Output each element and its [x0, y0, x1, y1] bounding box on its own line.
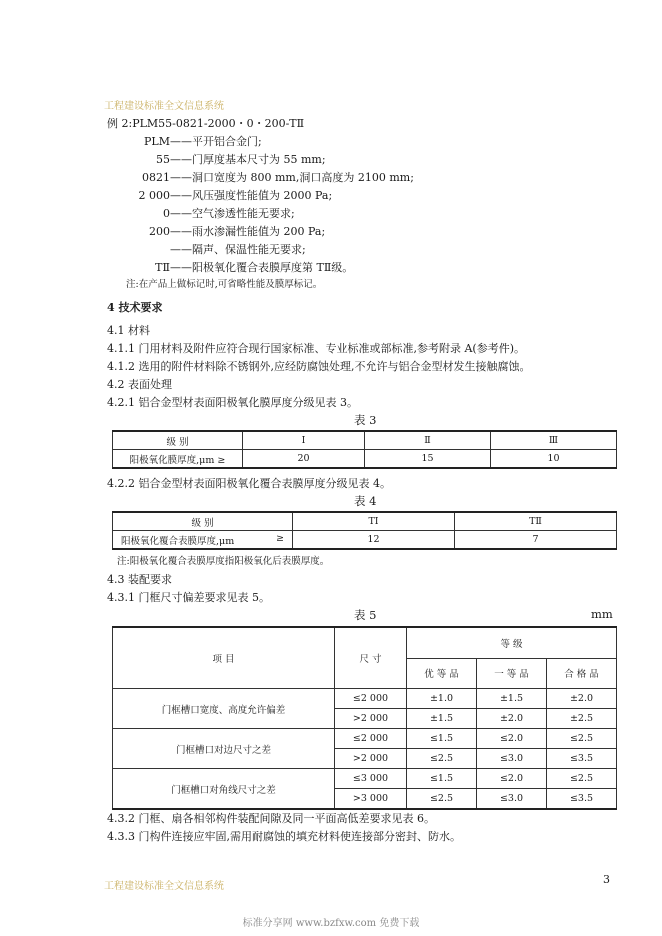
table-header-cell: 合 格 品 — [547, 658, 617, 689]
example-code: PLM — [144, 135, 170, 148]
table-cell: ≤2 000 — [335, 729, 407, 749]
clause-4-1-1: 4.1.1 门用材料及附件应符合现行国家标准、专业标准或部标准,参考附录 A(参考件)。 — [107, 342, 526, 355]
table-header-cell: TⅠ — [293, 512, 455, 531]
table-cell — [113, 531, 293, 550]
clause-4-2-1: 4.2.1 铝合金型材表面阳极氧化膜厚度分级见表 3。 — [107, 396, 358, 409]
row-symbol: ≥ — [276, 533, 284, 544]
watermark-bottom: 工程建设标准全文信息系统 — [104, 881, 224, 892]
table-header-cell: 尺 寸 — [335, 627, 407, 689]
example-code: 0 — [163, 207, 170, 220]
table-4-note: 注:阳极氧化覆合表膜厚度指阳极氧化后表膜厚度。 — [117, 556, 330, 567]
row-label: 阳极氧化覆合表膜厚度,μm — [121, 536, 235, 547]
table-cell: ±2.0 — [477, 709, 547, 729]
table-header-cell: Ⅲ — [491, 431, 617, 450]
example-code: 200 — [149, 225, 170, 238]
table-row — [113, 512, 617, 531]
example-desc: ——空气渗透性能无要求; — [170, 207, 295, 220]
table-row — [113, 450, 617, 469]
example-desc: ——门厚度基本尺寸为 55 mm; — [170, 153, 326, 166]
table-row-label: 门框槽口对角线尺寸之差 — [113, 769, 335, 810]
example-desc: ——风压强度性能值为 2000 Pa; — [170, 189, 333, 202]
table-header-cell: 等 级 — [407, 627, 617, 658]
table-row — [113, 627, 617, 658]
table-row — [113, 729, 617, 749]
table-cell: ≤3.0 — [477, 789, 547, 810]
table-cell: 15 — [365, 450, 491, 469]
table-header-cell: TⅡ — [455, 512, 617, 531]
table-5-caption: 表 5 — [354, 608, 377, 622]
table-cell: 阳极氧化膜厚度,μm ≥ — [113, 450, 243, 469]
example-code: 55 — [156, 153, 170, 166]
table-cell: ±1.5 — [477, 689, 547, 709]
clause-4-2-2: 4.2.2 铝合金型材表面阳极氧化覆合表膜厚度分级见表 4。 — [107, 477, 391, 490]
clause-4-3-3: 4.3.3 门构件连接应牢固,需用耐腐蚀的填充材料使连接部分密封、防水。 — [107, 830, 461, 843]
table-5-unit: mm — [591, 607, 613, 621]
table-cell: ≤3.5 — [547, 749, 617, 769]
table-cell: >2 000 — [335, 749, 407, 769]
table-header-cell: 级 别 — [113, 512, 293, 531]
table-header-cell: 项 目 — [113, 627, 335, 689]
page-number: 3 — [603, 873, 610, 886]
table-cell: ≤3 000 — [335, 769, 407, 789]
clause-4-3-1: 4.3.1 门框尺寸偏差要求见表 5。 — [107, 591, 270, 604]
example-note: 注:在产品上做标记时,可省略性能及膜厚标记。 — [126, 279, 323, 290]
example-title: 例 2:PLM55-0821-2000・0・200-TⅡ — [107, 117, 305, 130]
example-code: 2 000 — [138, 189, 170, 202]
table-cell: ≤2.0 — [477, 769, 547, 789]
example-desc: ——洞口宽度为 800 mm,洞口高度为 2100 mm; — [170, 171, 414, 184]
table-cell: ≤1.5 — [407, 729, 477, 749]
table-cell: ≤3.0 — [477, 749, 547, 769]
table-cell: >2 000 — [335, 709, 407, 729]
table-row-label: 门框槽口对边尺寸之差 — [113, 729, 335, 769]
table-5 — [112, 626, 617, 810]
table-row — [113, 689, 617, 709]
table-cell: ≤2.5 — [547, 729, 617, 749]
table-cell: ≤2.5 — [407, 749, 477, 769]
table-4 — [112, 511, 617, 550]
table-cell: ±1.0 — [407, 689, 477, 709]
table-cell: ≤3.5 — [547, 789, 617, 810]
table-cell: 12 — [293, 531, 455, 550]
table-row-label: 门框槽口宽度、高度允许偏差 — [113, 689, 335, 729]
example-code: 0821 — [142, 171, 170, 184]
table-header-cell: 级 别 — [113, 431, 243, 450]
table-cell: >3 000 — [335, 789, 407, 810]
section-4-heading: 4 技术要求 — [107, 301, 163, 314]
section-4-3-heading: 4.3 装配要求 — [107, 573, 172, 586]
table-cell: ≤2.5 — [407, 789, 477, 810]
table-3-caption: 表 3 — [354, 413, 377, 427]
table-row — [113, 431, 617, 450]
table-row — [113, 769, 617, 789]
table-cell: 10 — [491, 450, 617, 469]
watermark-top: 工程建设标准全文信息系统 — [104, 101, 224, 112]
clause-4-1-2: 4.1.2 选用的附件材料除不锈钢外,应经防腐蚀处理,不允许与铝合金型材发生接触腐蚀。 — [107, 360, 531, 373]
table-cell: ≤2.0 — [477, 729, 547, 749]
table-cell: 7 — [455, 531, 617, 550]
table-cell: ≤2.5 — [547, 769, 617, 789]
example-desc: ——雨水渗漏性能值为 200 Pa; — [170, 225, 326, 238]
clause-4-3-2: 4.3.2 门框、扇各相邻构件装配间隙及同一平面高低差要求见表 6。 — [107, 812, 435, 825]
example-desc: ——阳极氧化覆合表膜厚度第 TⅡ级。 — [170, 261, 354, 274]
table-header-cell: 优 等 品 — [407, 658, 477, 689]
table-header-cell: Ⅰ — [243, 431, 365, 450]
table-cell: ±2.0 — [547, 689, 617, 709]
table-header-cell: Ⅱ — [365, 431, 491, 450]
footer-site-link[interactable]: 标准分享网 www.bzfxw.com 免费下载 — [242, 918, 420, 929]
example-desc: ——平开铝合金门; — [170, 135, 262, 148]
table-cell: ±2.5 — [547, 709, 617, 729]
example-desc: ——隔声、保温性能无要求; — [170, 243, 306, 256]
table-cell: ≤1.5 — [407, 769, 477, 789]
section-4-2-heading: 4.2 表面处理 — [107, 378, 172, 391]
table-cell: ≤2 000 — [335, 689, 407, 709]
table-3 — [112, 430, 617, 469]
table-4-caption: 表 4 — [354, 494, 377, 508]
table-cell: ±1.5 — [407, 709, 477, 729]
table-cell: 20 — [243, 450, 365, 469]
table-row — [113, 531, 617, 550]
table-header-cell: 一 等 品 — [477, 658, 547, 689]
section-4-1-heading: 4.1 材料 — [107, 324, 150, 337]
example-code: TⅡ — [155, 261, 170, 274]
